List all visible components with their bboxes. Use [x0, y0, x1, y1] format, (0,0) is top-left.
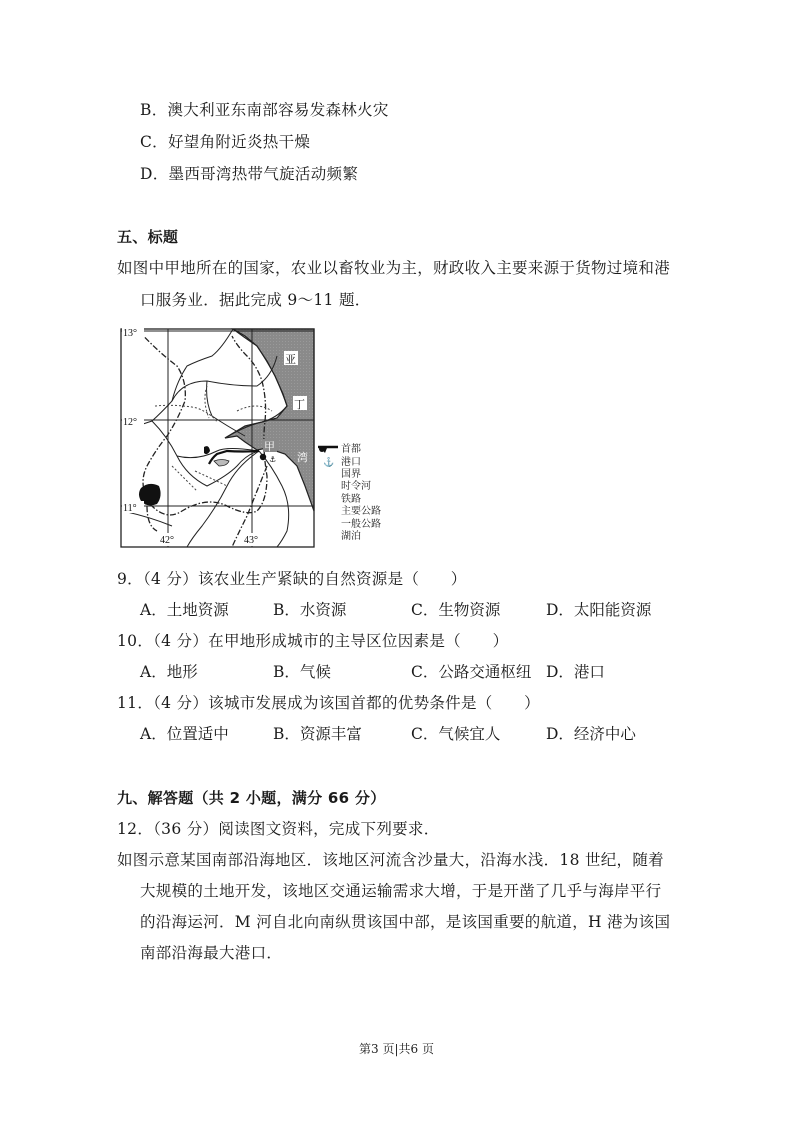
- legend-item-capital: 首都: [317, 444, 397, 456]
- legend-item-road: 一般公路: [317, 518, 397, 530]
- railway-icon: [317, 494, 341, 506]
- gulf-label-ya: 亚: [285, 353, 296, 366]
- question-11-stem: 11．（4 分）该城市发展成为该国首都的优势条件是（ ）: [117, 694, 540, 712]
- gulf-label-ding: 丁: [294, 398, 305, 411]
- section-5-intro-line-1: 如图中甲地所在的国家，农业以畜牧业为主，财政收入主要来源于货物过境和港: [117, 259, 671, 277]
- q10-option-b: B．气候: [273, 663, 331, 681]
- q9-option-b: B．水资源: [273, 601, 347, 619]
- legend-item-seasonal-river: 时令河: [317, 481, 397, 493]
- lat-label-11: 11°: [123, 503, 137, 514]
- option-b-prev: [140, 100, 389, 120]
- q9-option-d: D．太阳能资源: [546, 601, 652, 619]
- question-12-stem: 12．（36 分）阅读图文资料，完成下列要求．: [117, 820, 440, 838]
- road-icon: [317, 519, 341, 531]
- q10-option-a: A．地形: [140, 663, 198, 681]
- q9-option-c: C．生物资源: [411, 601, 501, 619]
- q9-option-a: A．土地资源: [140, 601, 229, 619]
- seasonal-river-icon: [317, 481, 341, 493]
- section-5-title: 五、标题: [117, 228, 179, 246]
- q12-paragraph-line-4: 南部沿海最大港口．: [140, 944, 283, 962]
- anchor-icon: ⚓: [323, 457, 335, 468]
- main-road-icon: [317, 506, 341, 518]
- page-footer: 第3 页|共6 页: [359, 1042, 434, 1056]
- q10-option-d: D．港口: [546, 663, 605, 681]
- lat-label-12: 12°: [123, 417, 137, 428]
- q12-paragraph-line-2: 大规模的土地开发，该地区交通运输需求大增，于是开凿了几乎与海岸平行: [140, 882, 662, 900]
- svg-text:⚓: ⚓: [269, 455, 277, 464]
- gulf-label-wan: 湾: [297, 451, 308, 464]
- option-text: 澳大利亚东南部容易发森林火灾: [167, 101, 389, 119]
- q12-paragraph-line-3: 的沿海运河．M 河自北向南纵贯该国中部，是该国重要的航道，H 港为该国: [140, 913, 671, 931]
- question-10-stem: 10．（4 分）在甲地形成城市的主导区位因素是（ ）: [117, 632, 509, 650]
- q10-option-c: C．公路交通枢纽: [411, 663, 532, 681]
- lat-label-13: 13°: [123, 328, 137, 339]
- map-figure: [117, 326, 397, 550]
- lake-icon: [317, 531, 341, 543]
- question-9-stem: 9．（4 分）该农业生产紧缺的自然资源是（ ）: [117, 570, 467, 588]
- q11-option-d: D．经济中心: [546, 725, 636, 743]
- section-9-title: 九、解答题（共 2 小题，满分 66 分）: [117, 789, 386, 807]
- q11-option-b: B．资源丰富: [273, 725, 362, 743]
- option-letter: C．: [140, 133, 168, 151]
- map-legend: [317, 444, 397, 543]
- q12-paragraph-line-1: 如图示意某国南部沿海地区．该地区河流含沙量大，沿海水浅．18 世纪，随着: [117, 851, 664, 869]
- city-label-jia: 甲: [264, 440, 275, 453]
- option-text: 墨西哥湾热带气旋活动频繁: [168, 165, 359, 183]
- legend-item-main-road: 主要公路: [317, 506, 397, 518]
- legend-item-port: ⚓ 港口: [317, 456, 397, 468]
- legend-item-railway: 铁路: [317, 494, 397, 506]
- lake-small: [204, 446, 210, 454]
- option-d-prev: [140, 164, 358, 184]
- legend-item-lake: 湖泊: [317, 531, 397, 543]
- section-5-intro-line-2: 口服务业．据此完成 9～11 题．: [140, 291, 371, 309]
- option-c-prev: [140, 132, 310, 152]
- option-letter: D．: [140, 165, 169, 183]
- border-line-icon: [317, 469, 341, 481]
- q11-option-c: C．气候宜人: [411, 725, 501, 743]
- legend-item-border: 国界: [317, 469, 397, 481]
- lon-label-42: 42°: [160, 535, 174, 546]
- capital-city-dot: [260, 454, 266, 460]
- option-letter: B．: [140, 101, 168, 119]
- q11-option-a: A．位置适中: [140, 725, 229, 743]
- lon-label-43: 43°: [244, 535, 258, 546]
- option-text: 好望角附近炎热干燥: [167, 133, 311, 151]
